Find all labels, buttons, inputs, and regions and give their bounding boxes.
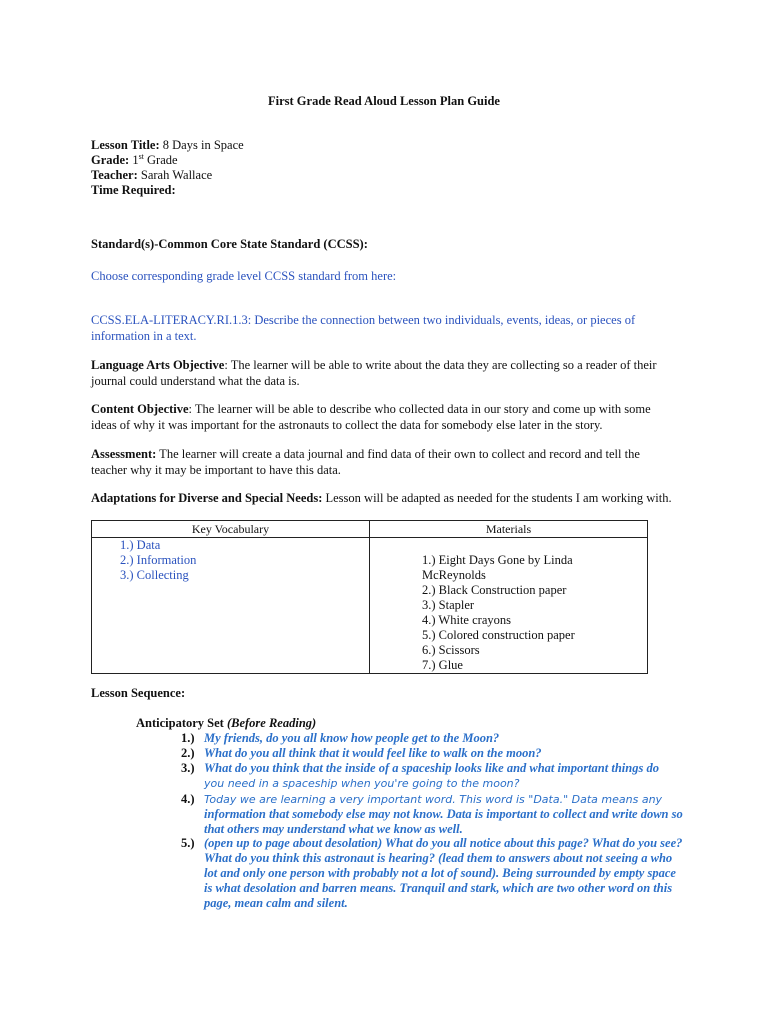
language-objective-label: Language Arts Objective — [91, 358, 225, 372]
grade-line — [91, 153, 178, 168]
content-objective-label: Content Objective — [91, 402, 189, 416]
assessment-text: The learner will create a data journal and find data of their own to collect and record and tell the teacher why it may be important to have this data. — [91, 447, 640, 477]
document-title: First Grade Read Aloud Lesson Plan Guide — [268, 94, 500, 108]
sequence-item-text: (open up to page about desolation) What do you all notice about this page? What do you see? What do you think this astronaut is hearing? (lead them to answers about not seeing a who lot and only one person with probably not a lot of sound). Being surrounded by empty space is what desolation and barren means. Tranquil and stark, which are two other word on this page, mean calm and silent. — [204, 836, 683, 910]
lesson-title-label: Lesson Title: — [91, 138, 160, 152]
sequence-number: 4.) — [181, 792, 195, 806]
sequence-item-text — [204, 792, 684, 837]
lesson-sequence-heading: Lesson Sequence: — [91, 686, 186, 700]
teacher-value: Sarah Wallace — [140, 168, 213, 182]
sequence-number: 5.) — [181, 836, 195, 850]
adaptations-text: Lesson will be adapted as needed for the students I am working with. — [322, 491, 672, 505]
grade-value-num: 1 — [132, 153, 139, 167]
materials-item: 4.) White crayons — [422, 613, 511, 627]
materials-item: 3.) Stapler — [422, 598, 475, 612]
language-arts-objective — [91, 358, 671, 389]
anticipatory-set-sub: (Before Reading) — [226, 716, 317, 730]
vocabulary-item: 1.) Data — [120, 538, 161, 552]
sequence-number: 2.) — [181, 746, 195, 760]
grade-value-rest: Grade — [147, 153, 178, 167]
key-vocabulary-header: Key Vocabulary — [92, 521, 370, 538]
adaptations-label: Adaptations for Diverse and Special Needs: — [91, 491, 323, 505]
materials-item: 2.) Black Construction paper — [422, 583, 567, 597]
vocabulary-cell — [92, 538, 370, 674]
materials-header: Materials — [370, 521, 648, 538]
content-objective-text: : The learner will be able to describe who collected data in our story and come up with some ideas of why it was important for the astronauts to collect the data for somebody else later in the story. — [91, 402, 651, 432]
assessment — [91, 447, 671, 478]
sequence-item-script-part: Today we are learning a very important word. This word is "Data." Data means any — [204, 793, 663, 806]
materials-list — [370, 538, 602, 673]
sequence-item-text-part: information that somebody else may not know. Data is important to collect and write down so that others may understand what we know as well. — [204, 807, 683, 836]
sequence-item-text-part: What do you think that the inside of a spaceship looks like and what important things do — [204, 761, 659, 775]
materials-item: 1.) Eight Days Gone by Linda McReynolds — [422, 553, 573, 582]
vocabulary-list — [92, 538, 369, 583]
vocabulary-item: 3.) Collecting — [120, 568, 189, 582]
sequence-item-text: My friends, do you all know how people get to the Moon? — [204, 731, 500, 745]
teacher-line — [91, 168, 212, 183]
ccss-choose-link[interactable]: Choose corresponding grade level CCSS standard from here: — [91, 269, 397, 283]
anticipatory-set-label: Anticipatory Set — [136, 716, 224, 730]
materials-cell — [370, 538, 648, 674]
vocabulary-materials-table — [91, 520, 648, 674]
standards-heading: Standard(s)-Common Core State Standard (CCSS): — [91, 237, 368, 251]
vocabulary-item: 2.) Information — [120, 553, 197, 567]
adaptations — [91, 491, 691, 507]
grade-value-sup: st — [138, 151, 144, 161]
grade-label: Grade: — [91, 153, 130, 167]
teacher-label: Teacher: — [91, 168, 138, 182]
sequence-number: 1.) — [181, 731, 195, 745]
language-objective-text: : The learner will be able to write about the data they are collecting so a reader of their journal could understand what the data is. — [91, 358, 657, 388]
lesson-title-line — [91, 138, 244, 153]
sequence-item-script-part: you need in a spaceship when you're going to the moon? — [204, 777, 520, 790]
lesson-title-value: 8 Days in Space — [162, 138, 244, 152]
sequence-number: 3.) — [181, 761, 195, 775]
ccss-standard-text: CCSS.ELA-LITERACY.RI.1.3: Describe the connection between two individuals, events, ideas, or pieces of information in a text. — [91, 313, 636, 343]
anticipatory-set-heading — [136, 716, 316, 731]
materials-item: 5.) Colored construction paper — [422, 628, 575, 642]
materials-item: 7.) Glue — [422, 658, 463, 672]
assessment-label: Assessment: — [91, 447, 157, 461]
sequence-item-text — [204, 761, 684, 791]
time-required-label: Time Required: — [91, 183, 176, 197]
sequence-item-text: What do you all think that it would feel like to walk on the moon? — [204, 746, 542, 760]
content-objective — [91, 402, 671, 433]
materials-item: 6.) Scissors — [422, 643, 480, 657]
